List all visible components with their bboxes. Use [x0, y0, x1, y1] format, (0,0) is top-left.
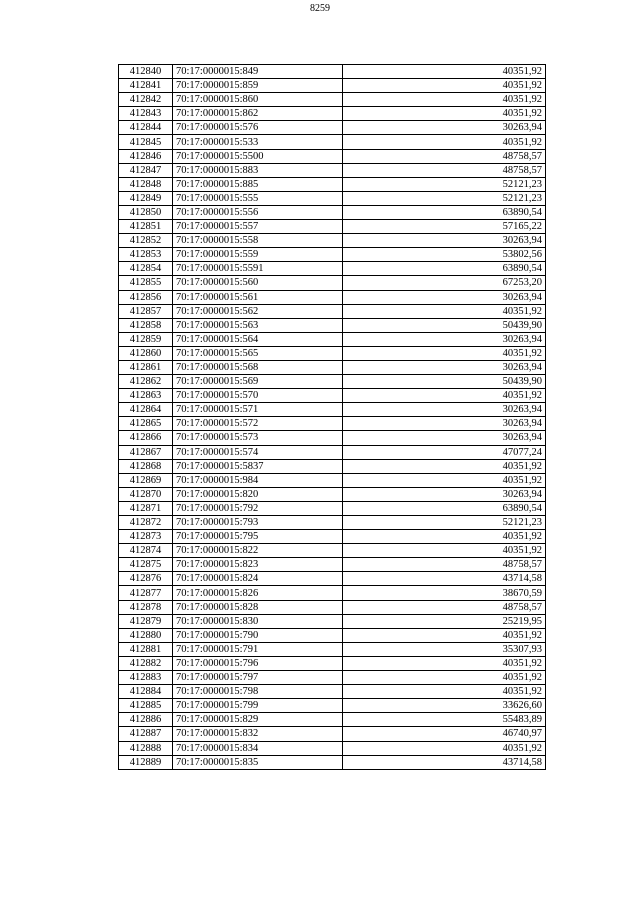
value-cell: 40351,92 [343, 671, 546, 685]
table-row [119, 79, 546, 93]
cadastral-number-cell: 70:17:0000015:829 [173, 713, 343, 727]
row-id-cell: 412856 [119, 290, 173, 304]
row-id-cell: 412853 [119, 248, 173, 262]
table-row [119, 403, 546, 417]
cadastral-number-cell: 70:17:0000015:556 [173, 205, 343, 219]
row-id-cell: 412868 [119, 459, 173, 473]
row-id-cell: 412863 [119, 389, 173, 403]
row-id-cell: 412888 [119, 741, 173, 755]
cadastral-number-cell: 70:17:0000015:562 [173, 304, 343, 318]
row-id-cell: 412884 [119, 685, 173, 699]
cadastral-number-cell: 70:17:0000015:859 [173, 79, 343, 93]
value-cell: 52121,23 [343, 516, 546, 530]
cadastral-number-cell: 70:17:0000015:5500 [173, 149, 343, 163]
row-id-cell: 412877 [119, 586, 173, 600]
cadastral-number-cell: 70:17:0000015:798 [173, 685, 343, 699]
cadastral-number-cell: 70:17:0000015:824 [173, 572, 343, 586]
cadastral-number-cell: 70:17:0000015:795 [173, 530, 343, 544]
row-id-cell: 412889 [119, 755, 173, 769]
value-cell: 40351,92 [343, 65, 546, 79]
cadastral-number-cell: 70:17:0000015:568 [173, 360, 343, 374]
value-cell: 55483,89 [343, 713, 546, 727]
cadastral-number-cell: 70:17:0000015:557 [173, 220, 343, 234]
cadastral-number-cell: 70:17:0000015:792 [173, 501, 343, 515]
cadastral-number-cell: 70:17:0000015:572 [173, 417, 343, 431]
value-cell: 25219,95 [343, 614, 546, 628]
table-row [119, 530, 546, 544]
cadastral-number-cell: 70:17:0000015:560 [173, 276, 343, 290]
cadastral-number-cell: 70:17:0000015:559 [173, 248, 343, 262]
row-id-cell: 412845 [119, 135, 173, 149]
cadastral-number-cell: 70:17:0000015:832 [173, 727, 343, 741]
row-id-cell: 412847 [119, 163, 173, 177]
cadastral-number-cell: 70:17:0000015:563 [173, 318, 343, 332]
table-row [119, 135, 546, 149]
table-row [119, 389, 546, 403]
row-id-cell: 412846 [119, 149, 173, 163]
cadastral-number-cell: 70:17:0000015:573 [173, 431, 343, 445]
table-row [119, 445, 546, 459]
cadastral-number-cell: 70:17:0000015:569 [173, 375, 343, 389]
value-cell: 30263,94 [343, 121, 546, 135]
table-row [119, 205, 546, 219]
table-row [119, 614, 546, 628]
cadastral-number-cell: 70:17:0000015:565 [173, 346, 343, 360]
row-id-cell: 412860 [119, 346, 173, 360]
cadastral-number-cell: 70:17:0000015:823 [173, 558, 343, 572]
cadastral-number-cell: 70:17:0000015:828 [173, 600, 343, 614]
row-id-cell: 412869 [119, 473, 173, 487]
table-row [119, 431, 546, 445]
table-row [119, 741, 546, 755]
row-id-cell: 412870 [119, 487, 173, 501]
value-cell: 40351,92 [343, 656, 546, 670]
table-row [119, 318, 546, 332]
table-row [119, 501, 546, 515]
cadastral-number-cell: 70:17:0000015:555 [173, 191, 343, 205]
table-row [119, 656, 546, 670]
value-cell: 40351,92 [343, 628, 546, 642]
cadastral-number-cell: 70:17:0000015:860 [173, 93, 343, 107]
cadastral-number-cell: 70:17:0000015:533 [173, 135, 343, 149]
row-id-cell: 412883 [119, 671, 173, 685]
table-row [119, 149, 546, 163]
table-row [119, 234, 546, 248]
table-row [119, 276, 546, 290]
page-number: 8259 [310, 3, 330, 14]
value-cell: 53802,56 [343, 248, 546, 262]
value-cell: 50439,90 [343, 375, 546, 389]
row-id-cell: 412841 [119, 79, 173, 93]
cadastral-number-cell: 70:17:0000015:849 [173, 65, 343, 79]
row-id-cell: 412872 [119, 516, 173, 530]
row-id-cell: 412885 [119, 699, 173, 713]
value-cell: 30263,94 [343, 290, 546, 304]
row-id-cell: 412858 [119, 318, 173, 332]
value-cell: 35307,93 [343, 642, 546, 656]
cadastral-number-cell: 70:17:0000015:5591 [173, 262, 343, 276]
cadastral-number-cell: 70:17:0000015:791 [173, 642, 343, 656]
table-row [119, 360, 546, 374]
table-row [119, 628, 546, 642]
cadastral-number-cell: 70:17:0000015:830 [173, 614, 343, 628]
table-row [119, 487, 546, 501]
table-row [119, 262, 546, 276]
value-cell: 63890,54 [343, 262, 546, 276]
value-cell: 46740,97 [343, 727, 546, 741]
table-row [119, 671, 546, 685]
value-cell: 48758,57 [343, 558, 546, 572]
value-cell: 40351,92 [343, 459, 546, 473]
value-cell: 40351,92 [343, 685, 546, 699]
row-id-cell: 412855 [119, 276, 173, 290]
cadastral-number-cell: 70:17:0000015:834 [173, 741, 343, 755]
value-cell: 40351,92 [343, 389, 546, 403]
row-id-cell: 412887 [119, 727, 173, 741]
value-cell: 67253,20 [343, 276, 546, 290]
row-id-cell: 412859 [119, 332, 173, 346]
table-row [119, 163, 546, 177]
value-cell: 40351,92 [343, 544, 546, 558]
table-row [119, 755, 546, 769]
value-cell: 40351,92 [343, 93, 546, 107]
cadastral-number-cell: 70:17:0000015:564 [173, 332, 343, 346]
table-row [119, 544, 546, 558]
cadastral-number-cell: 70:17:0000015:790 [173, 628, 343, 642]
table-row [119, 699, 546, 713]
value-cell: 40351,92 [343, 473, 546, 487]
row-id-cell: 412861 [119, 360, 173, 374]
value-cell: 57165,22 [343, 220, 546, 234]
row-id-cell: 412874 [119, 544, 173, 558]
value-cell: 30263,94 [343, 431, 546, 445]
cadastral-number-cell: 70:17:0000015:570 [173, 389, 343, 403]
value-cell: 52121,23 [343, 191, 546, 205]
table-row [119, 93, 546, 107]
row-id-cell: 412840 [119, 65, 173, 79]
value-cell: 40351,92 [343, 107, 546, 121]
cadastral-number-cell: 70:17:0000015:826 [173, 586, 343, 600]
row-id-cell: 412886 [119, 713, 173, 727]
cadastral-number-cell: 70:17:0000015:561 [173, 290, 343, 304]
value-cell: 30263,94 [343, 234, 546, 248]
row-id-cell: 412852 [119, 234, 173, 248]
value-cell: 30263,94 [343, 332, 546, 346]
cadastral-number-cell: 70:17:0000015:558 [173, 234, 343, 248]
cadastral-number-cell: 70:17:0000015:835 [173, 755, 343, 769]
cadastral-number-cell: 70:17:0000015:576 [173, 121, 343, 135]
row-id-cell: 412865 [119, 417, 173, 431]
cadastral-number-cell: 70:17:0000015:793 [173, 516, 343, 530]
table-row [119, 516, 546, 530]
row-id-cell: 412873 [119, 530, 173, 544]
table-row [119, 248, 546, 262]
row-id-cell: 412876 [119, 572, 173, 586]
table-row [119, 417, 546, 431]
cadastral-number-cell: 70:17:0000015:862 [173, 107, 343, 121]
row-id-cell: 412878 [119, 600, 173, 614]
value-cell: 48758,57 [343, 163, 546, 177]
table-row [119, 375, 546, 389]
table-row [119, 177, 546, 191]
row-id-cell: 412857 [119, 304, 173, 318]
row-id-cell: 412842 [119, 93, 173, 107]
cadastral-number-cell: 70:17:0000015:984 [173, 473, 343, 487]
value-cell: 43714,58 [343, 755, 546, 769]
table-row [119, 346, 546, 360]
row-id-cell: 412881 [119, 642, 173, 656]
cadastral-number-cell: 70:17:0000015:883 [173, 163, 343, 177]
row-id-cell: 412866 [119, 431, 173, 445]
table-row [119, 121, 546, 135]
row-id-cell: 412879 [119, 614, 173, 628]
value-cell: 63890,54 [343, 205, 546, 219]
row-id-cell: 412871 [119, 501, 173, 515]
cadastral-number-cell: 70:17:0000015:5837 [173, 459, 343, 473]
table-row [119, 107, 546, 121]
cadastral-number-cell: 70:17:0000015:822 [173, 544, 343, 558]
row-id-cell: 412880 [119, 628, 173, 642]
value-cell: 40351,92 [343, 741, 546, 755]
value-cell: 48758,57 [343, 600, 546, 614]
value-cell: 40351,92 [343, 304, 546, 318]
row-id-cell: 412862 [119, 375, 173, 389]
value-cell: 30263,94 [343, 417, 546, 431]
row-id-cell: 412875 [119, 558, 173, 572]
value-cell: 47077,24 [343, 445, 546, 459]
table-row [119, 713, 546, 727]
table-row [119, 642, 546, 656]
value-cell: 52121,23 [343, 177, 546, 191]
table-row [119, 191, 546, 205]
value-cell: 33626,60 [343, 699, 546, 713]
value-cell: 40351,92 [343, 135, 546, 149]
value-cell: 38670,59 [343, 586, 546, 600]
value-cell: 40351,92 [343, 79, 546, 93]
table-row [119, 473, 546, 487]
value-cell: 40351,92 [343, 530, 546, 544]
cadastral-number-cell: 70:17:0000015:820 [173, 487, 343, 501]
table-row [119, 600, 546, 614]
table-row [119, 727, 546, 741]
row-id-cell: 412864 [119, 403, 173, 417]
row-id-cell: 412849 [119, 191, 173, 205]
row-id-cell: 412848 [119, 177, 173, 191]
value-cell: 63890,54 [343, 501, 546, 515]
table-row [119, 65, 546, 79]
cadastral-number-cell: 70:17:0000015:571 [173, 403, 343, 417]
value-cell: 40351,92 [343, 346, 546, 360]
value-cell: 30263,94 [343, 487, 546, 501]
cadastral-number-cell: 70:17:0000015:796 [173, 656, 343, 670]
row-id-cell: 412867 [119, 445, 173, 459]
value-cell: 30263,94 [343, 360, 546, 374]
value-cell: 48758,57 [343, 149, 546, 163]
table-row [119, 332, 546, 346]
table-row [119, 572, 546, 586]
table-row [119, 459, 546, 473]
value-cell: 30263,94 [343, 403, 546, 417]
cadastral-number-cell: 70:17:0000015:574 [173, 445, 343, 459]
table-row [119, 558, 546, 572]
cadastral-value-table [118, 64, 546, 770]
cadastral-number-cell: 70:17:0000015:885 [173, 177, 343, 191]
row-id-cell: 412850 [119, 205, 173, 219]
table-body [119, 65, 546, 770]
table-row [119, 220, 546, 234]
row-id-cell: 412851 [119, 220, 173, 234]
cadastral-number-cell: 70:17:0000015:799 [173, 699, 343, 713]
table-row [119, 290, 546, 304]
cadastral-number-cell: 70:17:0000015:797 [173, 671, 343, 685]
row-id-cell: 412882 [119, 656, 173, 670]
table-row [119, 685, 546, 699]
row-id-cell: 412844 [119, 121, 173, 135]
table-row [119, 586, 546, 600]
table-row [119, 304, 546, 318]
row-id-cell: 412843 [119, 107, 173, 121]
value-cell: 50439,90 [343, 318, 546, 332]
row-id-cell: 412854 [119, 262, 173, 276]
value-cell: 43714,58 [343, 572, 546, 586]
